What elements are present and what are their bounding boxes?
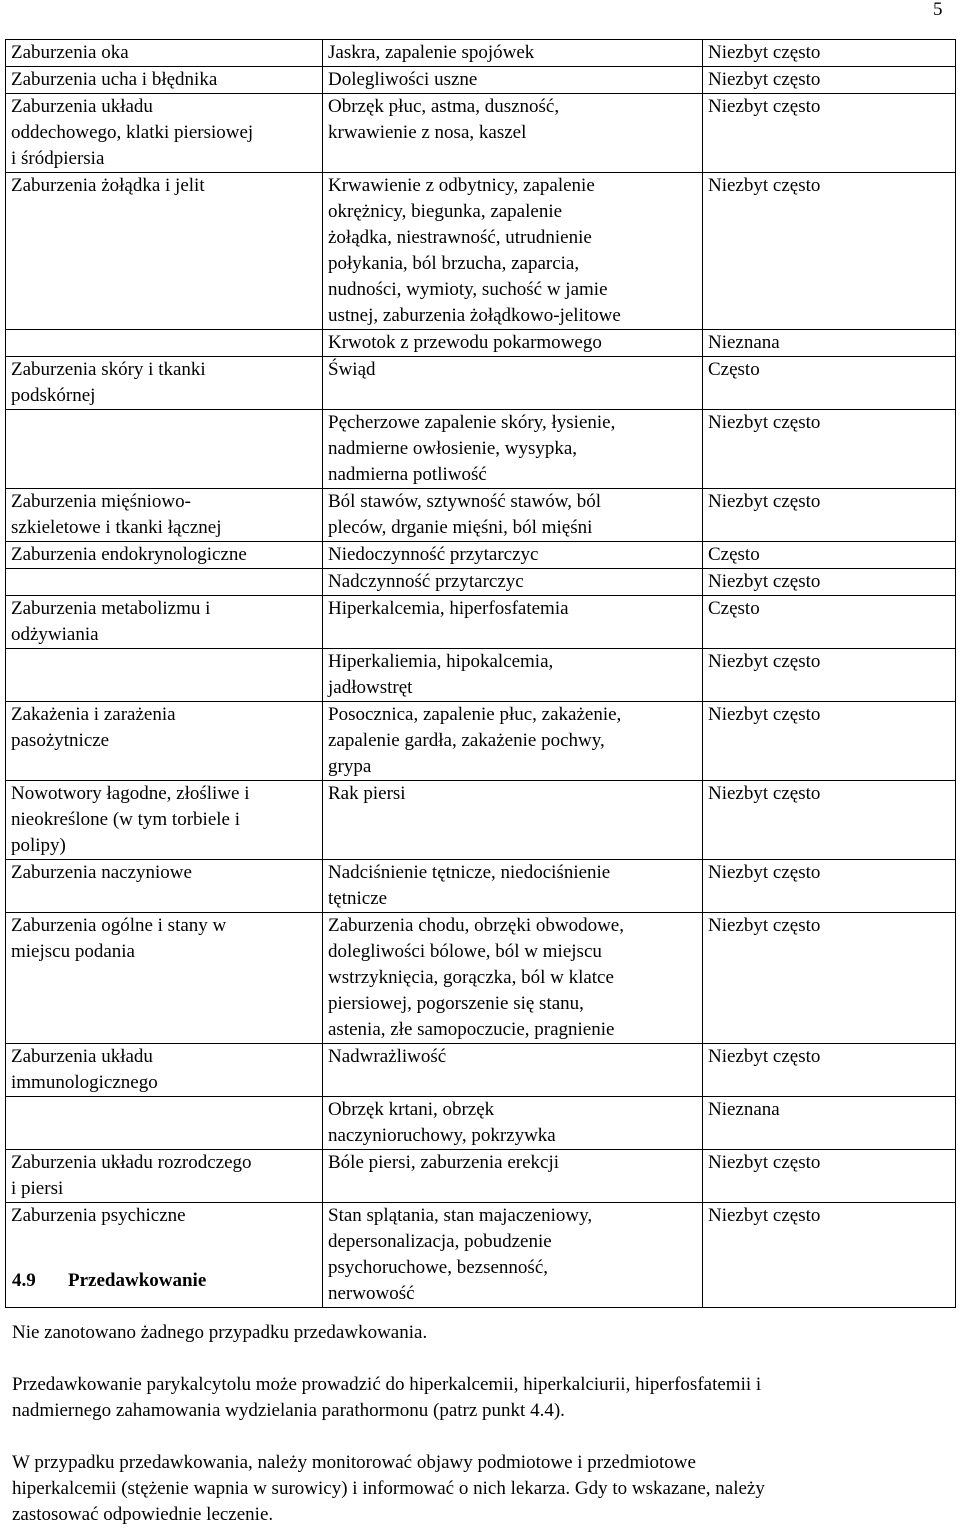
reaction-cell-text: Krwawienie z odbytnicy, zapalenie okrężnicy, biegunka, zapalenie żołądka, niestrawność, utrudnienie połykania, ból brzucha, zaparcia, nudności, wymioty, suchość w jamie ustnej, zaburzenia żołądkowo-jelitowe [328, 175, 621, 326]
reaction-cell-text: Hiperkaliemia, hipokalcemia, jadłowstręt [328, 651, 554, 698]
reaction-cell-text: Posocznica, zapalenie płuc, zakażenie, zapalenie gardła, zakażenie pochwy, grypa [328, 704, 622, 777]
frequency-cell-text: Często [708, 598, 760, 619]
table-row [6, 94, 956, 173]
organ-class-cell [6, 781, 323, 860]
organ-class-cell-text: Zaburzenia naczyniowe [11, 862, 192, 883]
reaction-cell-text: Zaburzenia chodu, obrzęki obwodowe, dolegliwości bólowe, ból w miejscu wstrzyknięcia, gorączka, ból w klatce piersiowej, pogorszenie się stanu, astenia, złe samopoczucie, pragnienie [328, 915, 624, 1040]
reaction-cell [323, 1097, 703, 1150]
organ-class-cell [6, 330, 323, 357]
organ-class-cell [6, 596, 323, 649]
frequency-cell-text: Niezbyt często [708, 175, 821, 196]
table-row [6, 40, 956, 67]
organ-class-cell [6, 357, 323, 410]
frequency-cell [703, 860, 956, 913]
organ-class-cell [6, 702, 323, 781]
organ-class-cell-text: Zakażenia i zarażenia pasożytnicze [11, 704, 176, 751]
reaction-cell [323, 357, 703, 410]
reaction-cell-text: Ból stawów, sztywność stawów, ból pleców, drganie mięśni, ból mięśni [328, 491, 602, 538]
table-row [6, 1044, 956, 1097]
reaction-cell [323, 542, 703, 569]
frequency-cell [703, 1097, 956, 1150]
reaction-cell-text: Niedoczynność przytarczyc [328, 544, 539, 565]
section-number: 4.9 [12, 1270, 36, 1291]
reaction-cell-text: Pęcherzowe zapalenie skóry, łysienie, nadmierne owłosienie, wysypka, nadmierna potliwość [328, 412, 616, 485]
frequency-cell [703, 542, 956, 569]
frequency-cell [703, 569, 956, 596]
reaction-cell-text: Obrzęk płuc, astma, duszność, krwawienie z nosa, kaszel [328, 96, 560, 143]
frequency-cell [703, 1150, 956, 1203]
organ-class-cell-text: Zaburzenia układu immunologicznego [11, 1046, 158, 1093]
table-row [6, 596, 956, 649]
organ-class-cell [6, 489, 323, 542]
organ-class-cell [6, 569, 323, 596]
organ-class-cell-text: Zaburzenia mięśniowo- szkieletowe i tkanki łącznej [11, 491, 222, 538]
table-row [6, 410, 956, 489]
frequency-cell-text: Niezbyt często [708, 69, 821, 90]
table-row [6, 67, 956, 94]
frequency-cell-text: Niezbyt często [708, 704, 821, 725]
reaction-cell [323, 860, 703, 913]
frequency-cell-text: Niezbyt często [708, 1205, 821, 1226]
reaction-cell [323, 1150, 703, 1203]
frequency-cell [703, 596, 956, 649]
frequency-cell [703, 913, 956, 1044]
frequency-cell-text: Nieznana [708, 1099, 780, 1120]
reaction-cell-text: Hiperkalcemia, hiperfosfatemia [328, 598, 569, 619]
organ-class-cell [6, 410, 323, 489]
reaction-cell-text: Stan splątania, stan majaczeniowy, depersonalizacja, pobudzenie psychoruchowe, bezsenność, nerwowość [328, 1205, 593, 1304]
frequency-cell [703, 94, 956, 173]
reaction-cell-text: Rak piersi [328, 783, 406, 804]
organ-class-cell-text: Zaburzenia żołądka i jelit [11, 175, 205, 196]
frequency-cell [703, 357, 956, 410]
organ-class-cell-text: Zaburzenia psychiczne [11, 1205, 186, 1226]
reaction-cell [323, 649, 703, 702]
table-row [6, 702, 956, 781]
reaction-cell [323, 489, 703, 542]
paragraph-overdose-management: W przypadku przedawkowania, należy monitorować objawy podmiotowe i przedmiotowe hiperkalcemii (stężenie wapnia w surowicy) i informować o nich lekarza. Gdy to wskazane, należy zastosować odpowiednie leczenie. [12, 1452, 765, 1525]
table-row [6, 330, 956, 357]
reaction-cell [323, 410, 703, 489]
frequency-cell [703, 1044, 956, 1097]
table-row [6, 173, 956, 330]
reaction-cell-text: Krwotok z przewodu pokarmowego [328, 332, 602, 353]
frequency-cell-text: Często [708, 544, 760, 565]
reaction-cell-text: Świąd [328, 359, 376, 380]
organ-class-cell [6, 67, 323, 94]
table-row [6, 781, 956, 860]
reaction-cell [323, 1203, 703, 1308]
reaction-cell-text: Nadczynność przytarczyc [328, 571, 524, 592]
organ-class-cell [6, 542, 323, 569]
reaction-cell [323, 781, 703, 860]
organ-class-cell-text: Zaburzenia układu oddechowego, klatki piersiowej i śródpiersia [11, 96, 254, 169]
table-row [6, 357, 956, 410]
frequency-cell [703, 781, 956, 860]
organ-class-cell [6, 860, 323, 913]
reaction-cell [323, 596, 703, 649]
organ-class-cell-text: Zaburzenia metabolizmu i odżywiania [11, 598, 211, 645]
organ-class-cell [6, 649, 323, 702]
organ-class-cell-text: Nowotwory łagodne, złośliwe i nieokreślone (w tym torbiele i polipy) [11, 783, 250, 856]
reaction-cell-text: Dolegliwości uszne [328, 69, 478, 90]
table-row [6, 913, 956, 1044]
reaction-cell [323, 1044, 703, 1097]
organ-class-cell-text: Zaburzenia ogólne i stany w miejscu podania [11, 915, 227, 962]
frequency-cell-text: Niezbyt często [708, 42, 821, 63]
frequency-cell-text: Niezbyt często [708, 571, 821, 592]
frequency-cell [703, 67, 956, 94]
reaction-cell-text: Obrzęk krtani, obrzęk naczynioruchowy, pokrzywka [328, 1099, 556, 1146]
frequency-cell-text: Niezbyt często [708, 915, 821, 936]
adverse-reactions-table [5, 39, 956, 1308]
frequency-cell-text: Często [708, 359, 760, 380]
frequency-cell [703, 40, 956, 67]
frequency-cell-text: Niezbyt często [708, 783, 821, 804]
table-row [6, 569, 956, 596]
organ-class-cell-text: Zaburzenia skóry i tkanki podskórnej [11, 359, 206, 406]
reaction-cell [323, 569, 703, 596]
frequency-cell-text: Nieznana [708, 332, 780, 353]
organ-class-cell [6, 1044, 323, 1097]
organ-class-cell [6, 1150, 323, 1203]
frequency-cell [703, 410, 956, 489]
reaction-cell [323, 67, 703, 94]
reaction-cell [323, 173, 703, 330]
adverse-reactions-table-body [6, 40, 956, 1308]
reaction-cell-text: Nadwrażliwość [328, 1046, 447, 1067]
organ-class-cell [6, 94, 323, 173]
paragraph-no-overdose: Nie zanotowano żadnego przypadku przedawkowania. [12, 1322, 428, 1343]
frequency-cell-text: Niezbyt często [708, 1046, 821, 1067]
frequency-cell-text: Niezbyt często [708, 862, 821, 883]
table-row [6, 542, 956, 569]
organ-class-cell-text: Zaburzenia oka [11, 42, 129, 63]
frequency-cell [703, 489, 956, 542]
table-row [6, 860, 956, 913]
frequency-cell [703, 702, 956, 781]
organ-class-cell [6, 40, 323, 67]
section-heading [12, 1268, 206, 1294]
frequency-cell-text: Niezbyt często [708, 651, 821, 672]
frequency-cell-text: Niezbyt często [708, 412, 821, 433]
frequency-cell [703, 330, 956, 357]
organ-class-cell-text: Zaburzenia ucha i błędnika [11, 69, 218, 90]
reaction-cell [323, 330, 703, 357]
organ-class-cell-text: Zaburzenia układu rozrodczego i piersi [11, 1152, 252, 1199]
frequency-cell-text: Niezbyt często [708, 96, 821, 117]
table-row [6, 489, 956, 542]
reaction-cell-text: Nadciśnienie tętnicze, niedociśnienie tętnicze [328, 862, 611, 909]
section-title: Przedawkowanie [68, 1270, 207, 1291]
table-row [6, 649, 956, 702]
organ-class-cell-text: Zaburzenia endokrynologiczne [11, 544, 247, 565]
frequency-cell-text: Niezbyt często [708, 1152, 821, 1173]
organ-class-cell [6, 913, 323, 1044]
frequency-cell [703, 173, 956, 330]
organ-class-cell [6, 173, 323, 330]
table-row [6, 1097, 956, 1150]
reaction-cell [323, 702, 703, 781]
paragraph-overdose-effects: Przedawkowanie parykalcytolu może prowadzić do hiperkalcemii, hiperkalciurii, hiperfosfatemii i nadmiernego zahamowania wydzielania parathormonu (patrz punkt 4.4). [12, 1374, 762, 1421]
reaction-cell-text: Bóle piersi, zaburzenia erekcji [328, 1152, 560, 1173]
frequency-cell-text: Niezbyt często [708, 491, 821, 512]
page-number: 5 [933, 0, 943, 20]
frequency-cell [703, 1203, 956, 1308]
table-row [6, 1150, 956, 1203]
reaction-cell [323, 94, 703, 173]
reaction-cell [323, 40, 703, 67]
reaction-cell [323, 913, 703, 1044]
frequency-cell [703, 649, 956, 702]
organ-class-cell [6, 1097, 323, 1150]
reaction-cell-text: Jaskra, zapalenie spojówek [328, 42, 535, 63]
